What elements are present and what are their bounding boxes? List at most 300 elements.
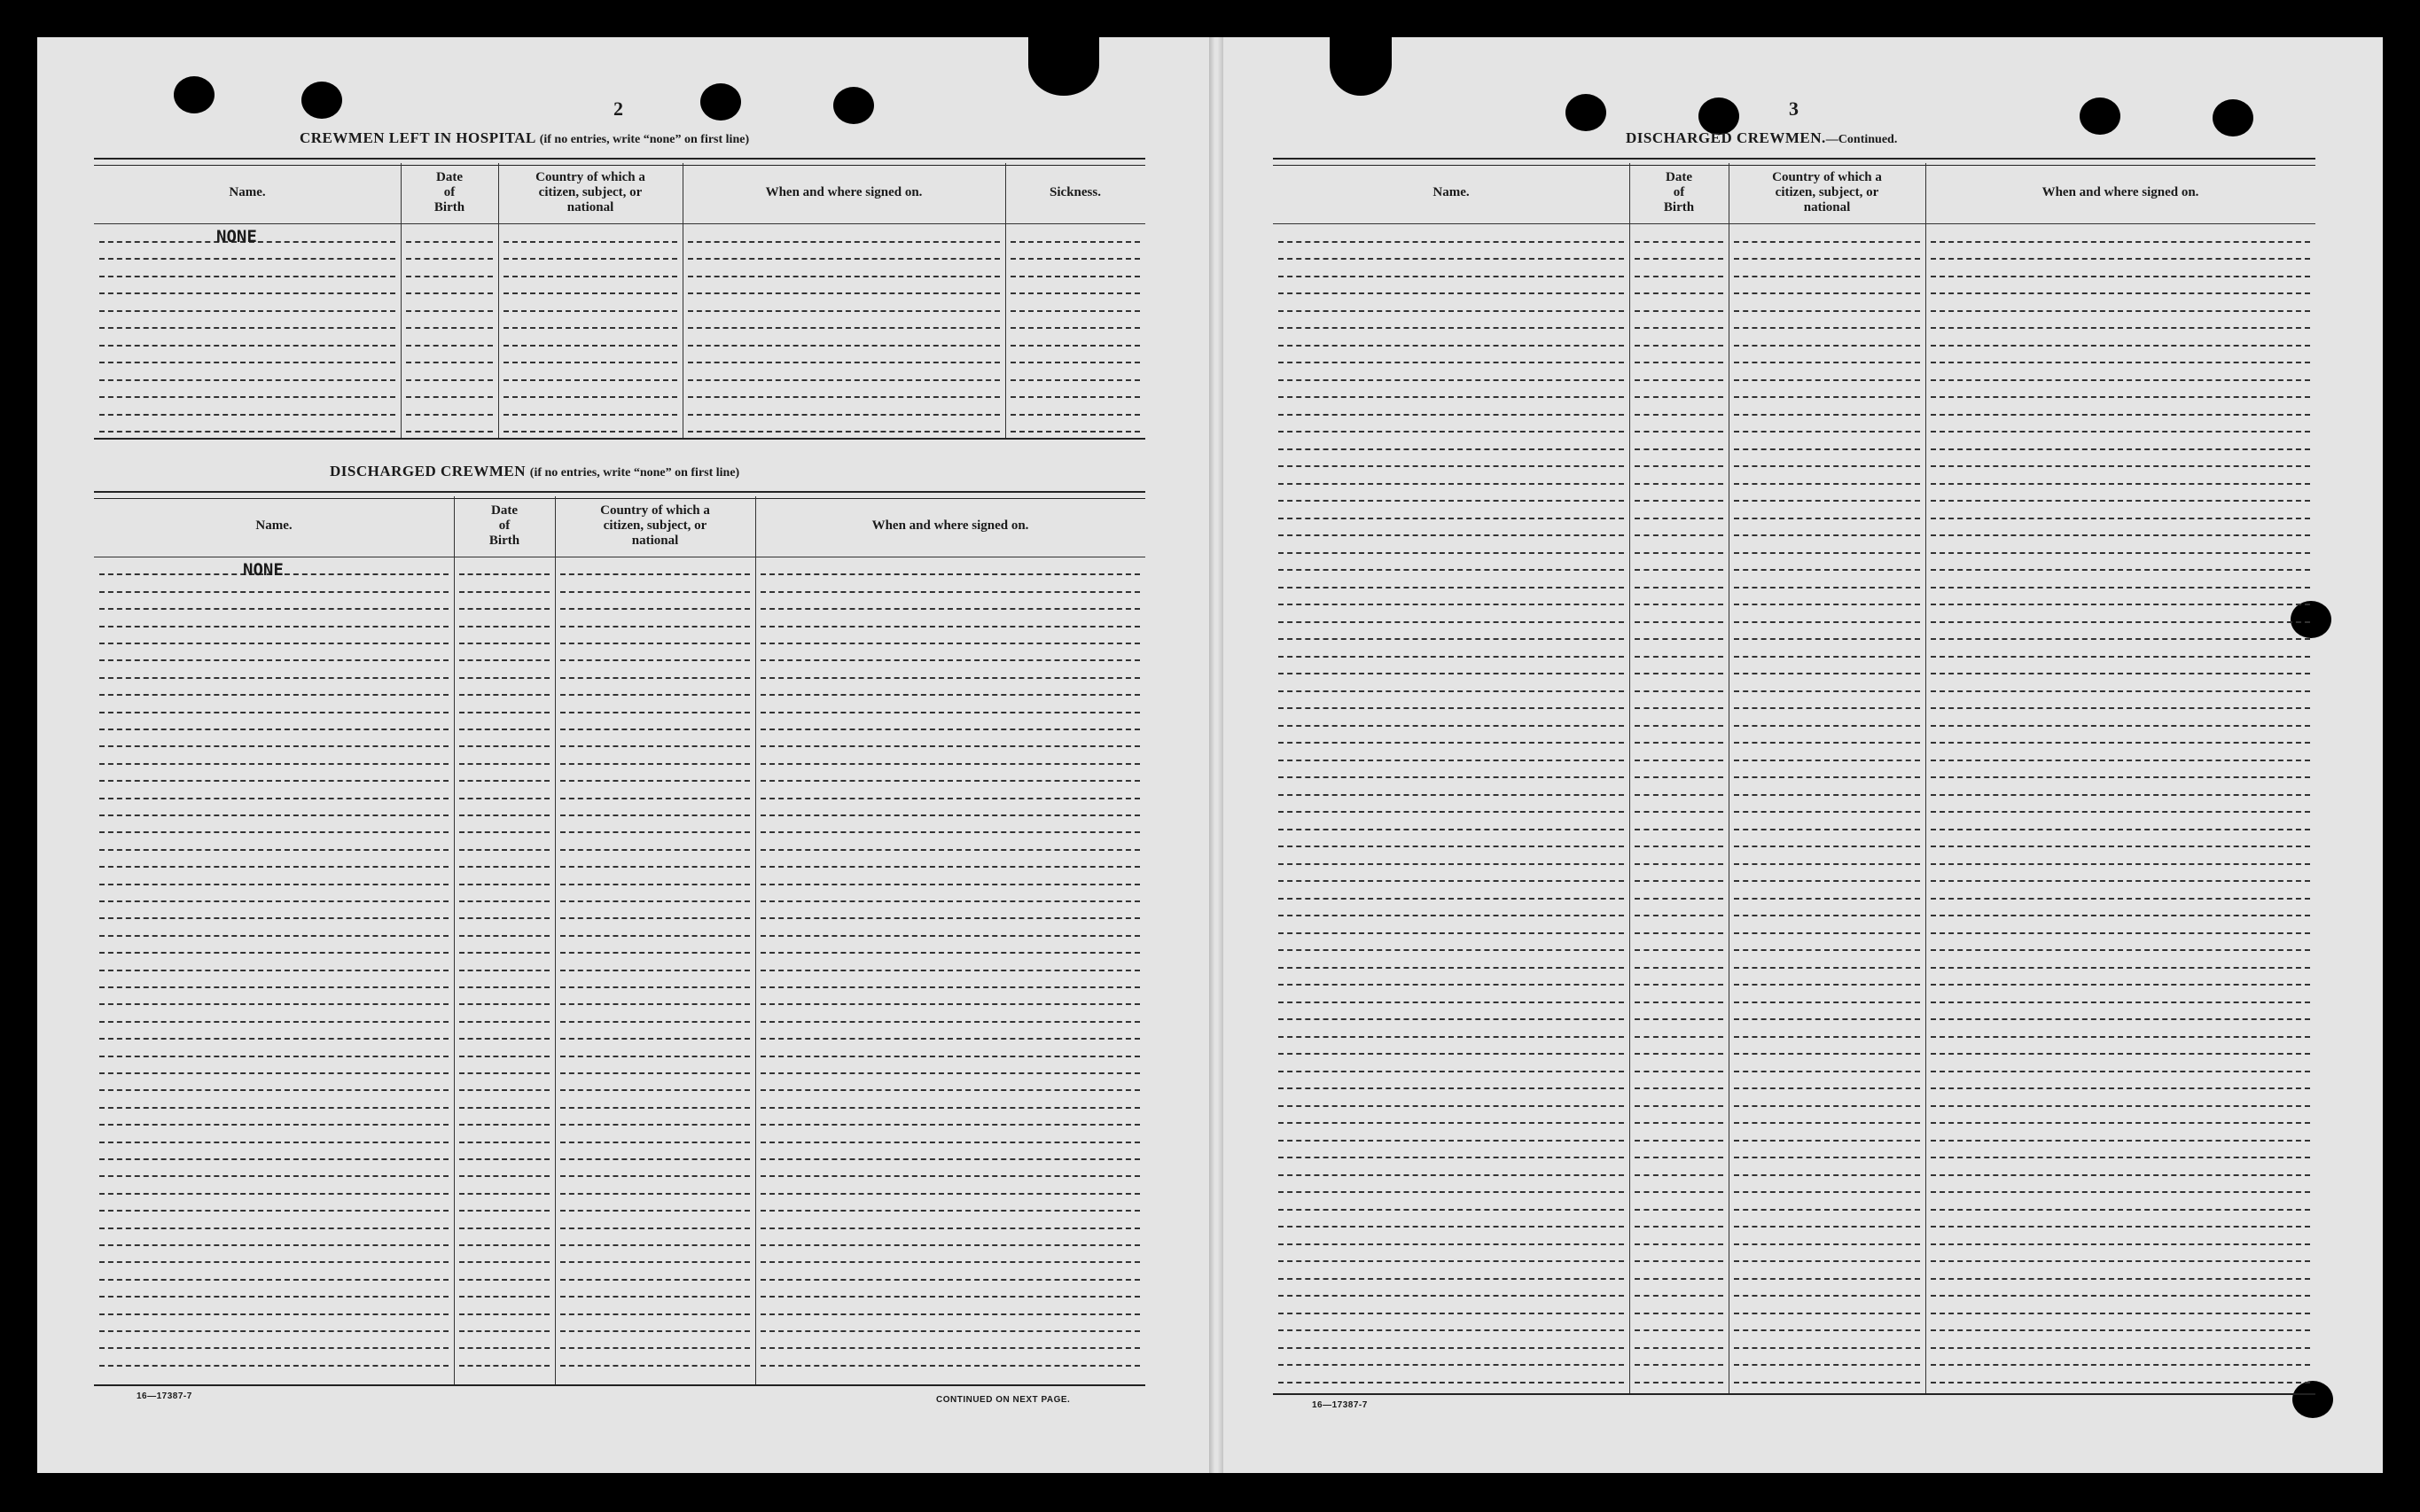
punch-hole [700,83,741,121]
ruled-line [1011,258,1140,260]
ruled-line [1931,1087,2310,1089]
ruled-line [688,310,1000,312]
column-header: Sickness. [1050,184,1101,199]
ruled-line [560,745,750,747]
ruled-line [761,1021,1140,1023]
ruled-line [761,763,1140,765]
ruled-line [1635,1140,1723,1142]
ruled-line [560,970,750,971]
ruled-line [459,1158,550,1160]
ruled-line [761,831,1140,833]
ruled-line [1635,362,1723,363]
column-header: Country of which a citizen, subject, or national [1772,169,1882,214]
column-header: Name. [229,184,266,199]
ruled-line [459,1365,550,1367]
ruled-line [761,626,1140,627]
ruled-line [459,831,550,833]
ruled-line [560,1228,750,1229]
ruled-line [688,258,1000,260]
ruled-line [688,345,1000,347]
ruled-line [99,866,449,868]
name-entry: NONE [243,560,284,580]
ruled-line [1278,552,1624,554]
ruled-line [1734,1364,1920,1366]
ruled-line [459,1313,550,1315]
ruled-line [459,849,550,851]
ruled-line [1635,656,1723,658]
ruled-line [459,814,550,816]
ruled-line [99,986,449,988]
ruled-line [1931,1053,2310,1055]
table-top-rule [1273,158,2315,166]
ruled-line [1011,414,1140,416]
ruled-line [1931,587,2310,588]
ruled-line [761,608,1140,610]
ruled-line [99,712,449,713]
ruled-line [1931,327,2310,329]
ruled-line [459,1279,550,1281]
ruled-line [1278,794,1624,796]
ruled-line [560,729,750,730]
ruled-line [406,431,493,433]
ruled-line [761,694,1140,696]
ruled-line [99,831,449,833]
ruled-line [1931,431,2310,433]
ruled-line [1734,1347,1920,1349]
ruled-line [1931,1174,2310,1176]
ruled-line [99,1365,449,1367]
hospital-title-text: CREWMEN LEFT IN HOSPITAL [300,129,535,146]
ruled-line [560,1365,750,1367]
ruled-line [560,1107,750,1109]
ruled-line [1734,276,1920,277]
ruled-line [1635,327,1723,329]
ruled-line [1734,1002,1920,1003]
ruled-line [1635,846,1723,847]
ruled-line [560,1003,750,1005]
ruled-line [1734,1191,1920,1193]
ruled-line [560,935,750,937]
ruled-line [1278,1278,1624,1280]
column-rule [1925,163,1926,1393]
column-header: When and where signed on. [2041,184,2199,199]
ruled-line [1278,1036,1624,1038]
ruled-line [1734,638,1920,640]
ruled-line [1278,414,1624,416]
ruled-line [1635,310,1723,312]
ruled-line [1635,465,1723,467]
ruled-line [761,1244,1140,1246]
ruled-line [99,917,449,919]
ruled-line [1635,241,1723,243]
punch-hole [174,76,215,113]
punch-hole [833,87,874,124]
ruled-line [1635,1053,1723,1055]
column-header: When and where signed on. [871,518,1029,533]
ruled-line [761,935,1140,937]
ruled-line [1931,984,2310,986]
ruled-line [459,608,550,610]
ruled-line [560,1193,750,1195]
ruled-line [560,608,750,610]
ruled-line [1278,327,1624,329]
page-fold [1209,37,1223,1473]
ruled-line [1635,292,1723,294]
hospital-title-note: (if no entries, write “none” on first line) [539,133,750,146]
top-notch-left [1028,34,1099,96]
ruled-line [1931,898,2310,900]
ruled-line [761,798,1140,799]
ruled-line [1635,1174,1723,1176]
ruled-line [1278,725,1624,727]
discharged-title-text: DISCHARGED CREWMEN [330,463,527,479]
ruled-line [1931,673,2310,674]
ruled-line [99,1021,449,1023]
ruled-line [1278,1364,1624,1366]
ruled-line [459,970,550,971]
ruled-line [1278,760,1624,761]
ruled-line [560,814,750,816]
ruled-line [1278,241,1624,243]
ruled-line [99,659,449,661]
ruled-line [1278,448,1624,450]
ruled-line [1734,1018,1920,1020]
ruled-line [406,345,493,347]
ruled-line [1931,465,2310,467]
header-bottom-rule [94,223,1145,224]
ruled-line [1635,1209,1723,1211]
ruled-line [1734,310,1920,312]
ruled-line [761,884,1140,885]
ruled-line [1635,760,1723,761]
ruled-line [1278,1087,1624,1089]
page-number-left: 2 [613,97,623,120]
ruled-line [1734,846,1920,847]
ruled-line [1278,396,1624,398]
ruled-line [1011,362,1140,363]
ruled-line [1931,1260,2310,1262]
ruled-line [504,292,677,294]
ruled-line [1278,880,1624,882]
ruled-line [99,345,395,347]
ruled-line [1278,656,1624,658]
ruled-line [1931,932,2310,934]
ruled-line [560,1347,750,1349]
ruled-line [1278,1226,1624,1228]
ruled-line [1734,448,1920,450]
ruled-line [1635,811,1723,813]
ruled-line [99,1347,449,1349]
ruled-line [1931,1364,2310,1366]
ruled-line [1734,552,1920,554]
ruled-line [560,763,750,765]
ruled-line [459,1347,550,1349]
ruled-line [1931,811,2310,813]
column-header: Name. [255,518,293,533]
discharged-table [94,491,1145,1384]
ruled-line [1931,1329,2310,1331]
ruled-line [560,626,750,627]
ruled-line [1734,707,1920,709]
ruled-line [1734,1140,1920,1142]
ruled-line [761,1158,1140,1160]
ruled-line [1635,1191,1723,1193]
ruled-line [761,1107,1140,1109]
ruled-line [1635,1243,1723,1245]
ruled-line [560,1279,750,1281]
ruled-line [1734,431,1920,433]
ruled-line [1931,1018,2310,1020]
ruled-line [761,1347,1140,1349]
ruled-line [1278,1053,1624,1055]
ruled-line [1635,742,1723,744]
name-entry: NONE [216,227,257,246]
ruled-line [1278,1157,1624,1158]
ruled-line [1278,1191,1624,1193]
ruled-line [99,292,395,294]
ruled-line [1931,638,2310,640]
ruled-line [459,986,550,988]
column-header: Date of Birth [488,503,520,548]
ruled-line [99,935,449,937]
ruled-line [1734,569,1920,571]
ruled-line [761,970,1140,971]
ruled-line [459,780,550,782]
ruled-line [1635,587,1723,588]
ruled-line [1734,760,1920,761]
ruled-line [688,396,1000,398]
ruled-line [99,677,449,679]
ruled-line [1278,1002,1624,1003]
ruled-line [688,431,1000,433]
ruled-line [1635,984,1723,986]
ruled-line [1734,500,1920,502]
ruled-line [1278,673,1624,674]
ruled-line [1931,1122,2310,1124]
ruled-line [459,1228,550,1229]
ruled-line [1278,621,1624,623]
ruled-line [1734,1157,1920,1158]
ruled-line [1931,241,2310,243]
ruled-line [560,1089,750,1091]
ruled-line [1931,915,2310,916]
ruled-line [761,780,1140,782]
ruled-line [1278,379,1624,381]
ruled-line [1278,587,1624,588]
ruled-line [560,917,750,919]
ruled-line [761,1210,1140,1212]
ruled-line [1278,345,1624,347]
ruled-line [1635,794,1723,796]
ruled-line [99,900,449,902]
ruled-line [1931,656,2310,658]
ruled-line [1931,345,2310,347]
ruled-line [99,643,449,644]
column-header: Country of which a citizen, subject, or national [600,503,710,548]
ruled-line [459,659,550,661]
ruled-line [1011,241,1140,243]
discharged-continued-title [1626,129,1897,147]
column-rule [498,163,499,440]
ruled-line [688,362,1000,363]
ruled-line [761,1124,1140,1126]
ruled-line [1635,396,1723,398]
ruled-line [560,1330,750,1332]
ruled-line [459,1021,550,1023]
ruled-line [1635,1295,1723,1297]
ruled-line [1931,760,2310,761]
ruled-line [560,677,750,679]
ruled-line [1931,725,2310,727]
ruled-line [459,1261,550,1263]
continued-title-note: —Continued. [1825,133,1898,146]
ruled-line [1734,1071,1920,1072]
ruled-line [1011,292,1140,294]
ruled-line [1011,310,1140,312]
ruled-line [99,849,449,851]
ruled-line [99,1142,449,1143]
ruled-line [560,849,750,851]
ruled-line [761,1072,1140,1074]
ruled-line [99,379,395,381]
ruled-line [406,327,493,329]
ruled-line [761,1313,1140,1315]
ruled-line [1278,1071,1624,1072]
ruled-line [1278,690,1624,692]
ruled-line [1931,1140,2310,1142]
ruled-line [1278,1018,1624,1020]
ruled-line [1734,518,1920,519]
ruled-line [1278,932,1624,934]
ruled-line [99,1003,449,1005]
ruled-line [1734,1053,1920,1055]
ruled-line [1278,1295,1624,1297]
ruled-line [1931,1295,2310,1297]
ruled-line [560,694,750,696]
ruled-line [99,431,395,433]
ruled-line [1734,1313,1920,1314]
ruled-line [99,798,449,799]
ruled-line [1278,292,1624,294]
ruled-line [761,900,1140,902]
ruled-line [1931,500,2310,502]
form-number-right: 16—17387-7 [1312,1400,1368,1410]
ruled-line [99,1056,449,1057]
ruled-line [1734,1243,1920,1245]
ruled-line [99,276,395,277]
ruled-line [406,276,493,277]
ruled-line [761,1175,1140,1177]
ruled-line [1635,673,1723,674]
ruled-line [761,1228,1140,1229]
ruled-line [1734,604,1920,605]
ruled-line [1734,534,1920,536]
ruled-line [761,1330,1140,1332]
ruled-line [1931,1278,2310,1280]
ruled-line [1734,465,1920,467]
ruled-line [560,1056,750,1057]
ruled-line [1635,379,1723,381]
ruled-line [1278,1174,1624,1176]
column-header: Country of which a citizen, subject, or national [535,169,645,214]
ruled-line [1635,621,1723,623]
ruled-line [1635,414,1723,416]
ruled-line [560,1244,750,1246]
ruled-line [99,258,395,260]
ruled-line [99,1279,449,1281]
ruled-line [459,884,550,885]
table-bottom-rule [94,1384,1145,1386]
ruled-line [761,1056,1140,1057]
ruled-line [1931,1382,2310,1383]
ruled-line [1734,898,1920,900]
ruled-line [504,241,677,243]
ruled-line [1734,1036,1920,1038]
ruled-line [761,1038,1140,1040]
ruled-line [1931,362,2310,363]
ruled-line [1734,414,1920,416]
ruled-line [1931,794,2310,796]
ruled-line [1931,967,2310,969]
punch-hole [1565,94,1606,131]
ruled-line [504,310,677,312]
ruled-line [99,1175,449,1177]
ruled-line [761,677,1140,679]
ruled-line [1278,1329,1624,1331]
ruled-line [761,1365,1140,1367]
ruled-line [1734,949,1920,951]
continued-note: CONTINUED ON NEXT PAGE. [936,1395,1071,1405]
ruled-line [1635,829,1723,830]
ruled-line [1635,1105,1723,1107]
ruled-line [1635,1260,1723,1262]
ruled-line [1734,1105,1920,1107]
ruled-line [1734,258,1920,260]
ruled-line [761,712,1140,713]
ruled-line [1734,396,1920,398]
ruled-line [1734,241,1920,243]
ruled-line [406,414,493,416]
ruled-line [459,900,550,902]
ruled-line [99,327,395,329]
ruled-line [1931,448,2310,450]
ruled-line [99,814,449,816]
ruled-line [1278,1382,1624,1383]
ruled-line [1278,742,1624,744]
ruled-line [688,276,1000,277]
ruled-line [560,780,750,782]
ruled-line [1931,396,2310,398]
ruled-line [688,292,1000,294]
column-header: Name. [1432,184,1470,199]
ruled-line [1734,794,1920,796]
ruled-line [459,1296,550,1298]
table-top-rule [94,158,1145,166]
column-rule [1629,163,1630,1393]
ruled-line [1734,932,1920,934]
ruled-line [1931,949,2310,951]
header-bottom-rule [1273,223,2315,224]
ruled-line [459,1142,550,1143]
ruled-line [761,1296,1140,1298]
ruled-line [1278,1260,1624,1262]
discharged-continued-table [1273,158,2315,1393]
ruled-line [1931,1071,2310,1072]
ruled-line [1734,880,1920,882]
ruled-line [560,831,750,833]
ruled-line [1278,431,1624,433]
ruled-line [1931,292,2310,294]
